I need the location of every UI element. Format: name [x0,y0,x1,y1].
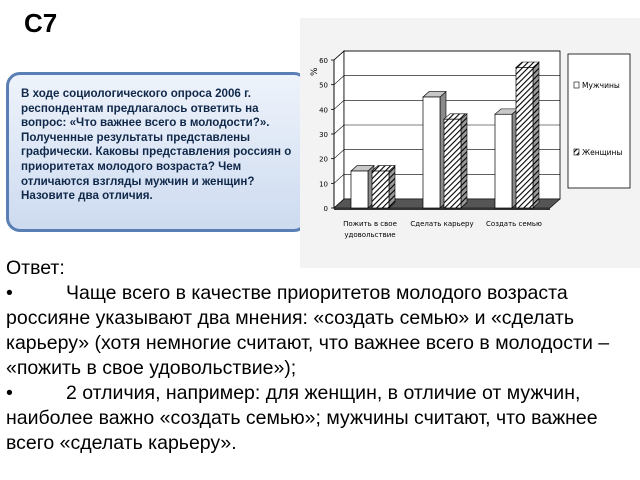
bar-men [423,97,440,208]
answer-section [6,256,636,456]
x-category-label: Пожить в свое [343,220,397,228]
bar-women-side [461,114,467,208]
y-tick-label: 10 [319,180,328,189]
x-category-label: Сделать карьеру [410,220,474,228]
y-tick-label: 20 [319,155,328,164]
slide-label: С7 [24,8,58,38]
x-category-label: Создать семью [486,220,542,228]
bar-women [516,67,533,208]
bar-men [351,171,368,208]
bar-chart [300,18,640,268]
y-tick-label: 50 [319,81,328,90]
answer-item-1-text: Чаще всего в качестве приоритетов молодого возраста россияне указывают два мнения: «создать семью» и «сделать карьеру» (хотя немногие считают, что важнее всего в молодости – «пожить в свое удовольствие»); [6,282,610,379]
answer-item-2-text: 2 отличия, например: для женщин, в отличие от мужчин, наиболее важно «создать семью»; мужчины считают, что важнее всего «сделать карьеру». [6,382,598,454]
y-tick-label: 40 [319,106,328,115]
bar-women-side [533,62,539,208]
legend-label: Мужчины [582,81,620,90]
legend-box [568,54,630,188]
bar-women [372,171,389,208]
legend-marker-women [574,149,579,155]
answer-heading: Ответ: [6,257,65,279]
y-tick-label: 60 [319,57,328,65]
legend-label: Женщины [582,148,623,157]
x-category-label: удовольствие [344,231,396,239]
y-tick-label: 30 [319,131,328,139]
answer-item-1 [6,281,636,381]
bar-men [495,114,512,208]
bullet-2: • [6,382,13,404]
bar-women [444,119,461,208]
bar-women-side [389,166,395,208]
chart-frame [300,18,640,268]
legend-marker-men [574,82,579,88]
answer-item-2 [6,381,636,456]
y-tick-label: 0 [323,205,328,213]
question-box: В ходе социологического опроса 2006 г. респондентам предлагалось ответить на вопрос: «Что важнее всего в молодости?». Полученные результаты представлены графически. Каковы представления россиян о приоритетах молодого возраста? Чем отличаются взгляды мужчин и женщин? Назовите два отличия. [6,72,308,232]
bullet-1: • [6,282,13,304]
y-axis-label: % [310,67,320,76]
